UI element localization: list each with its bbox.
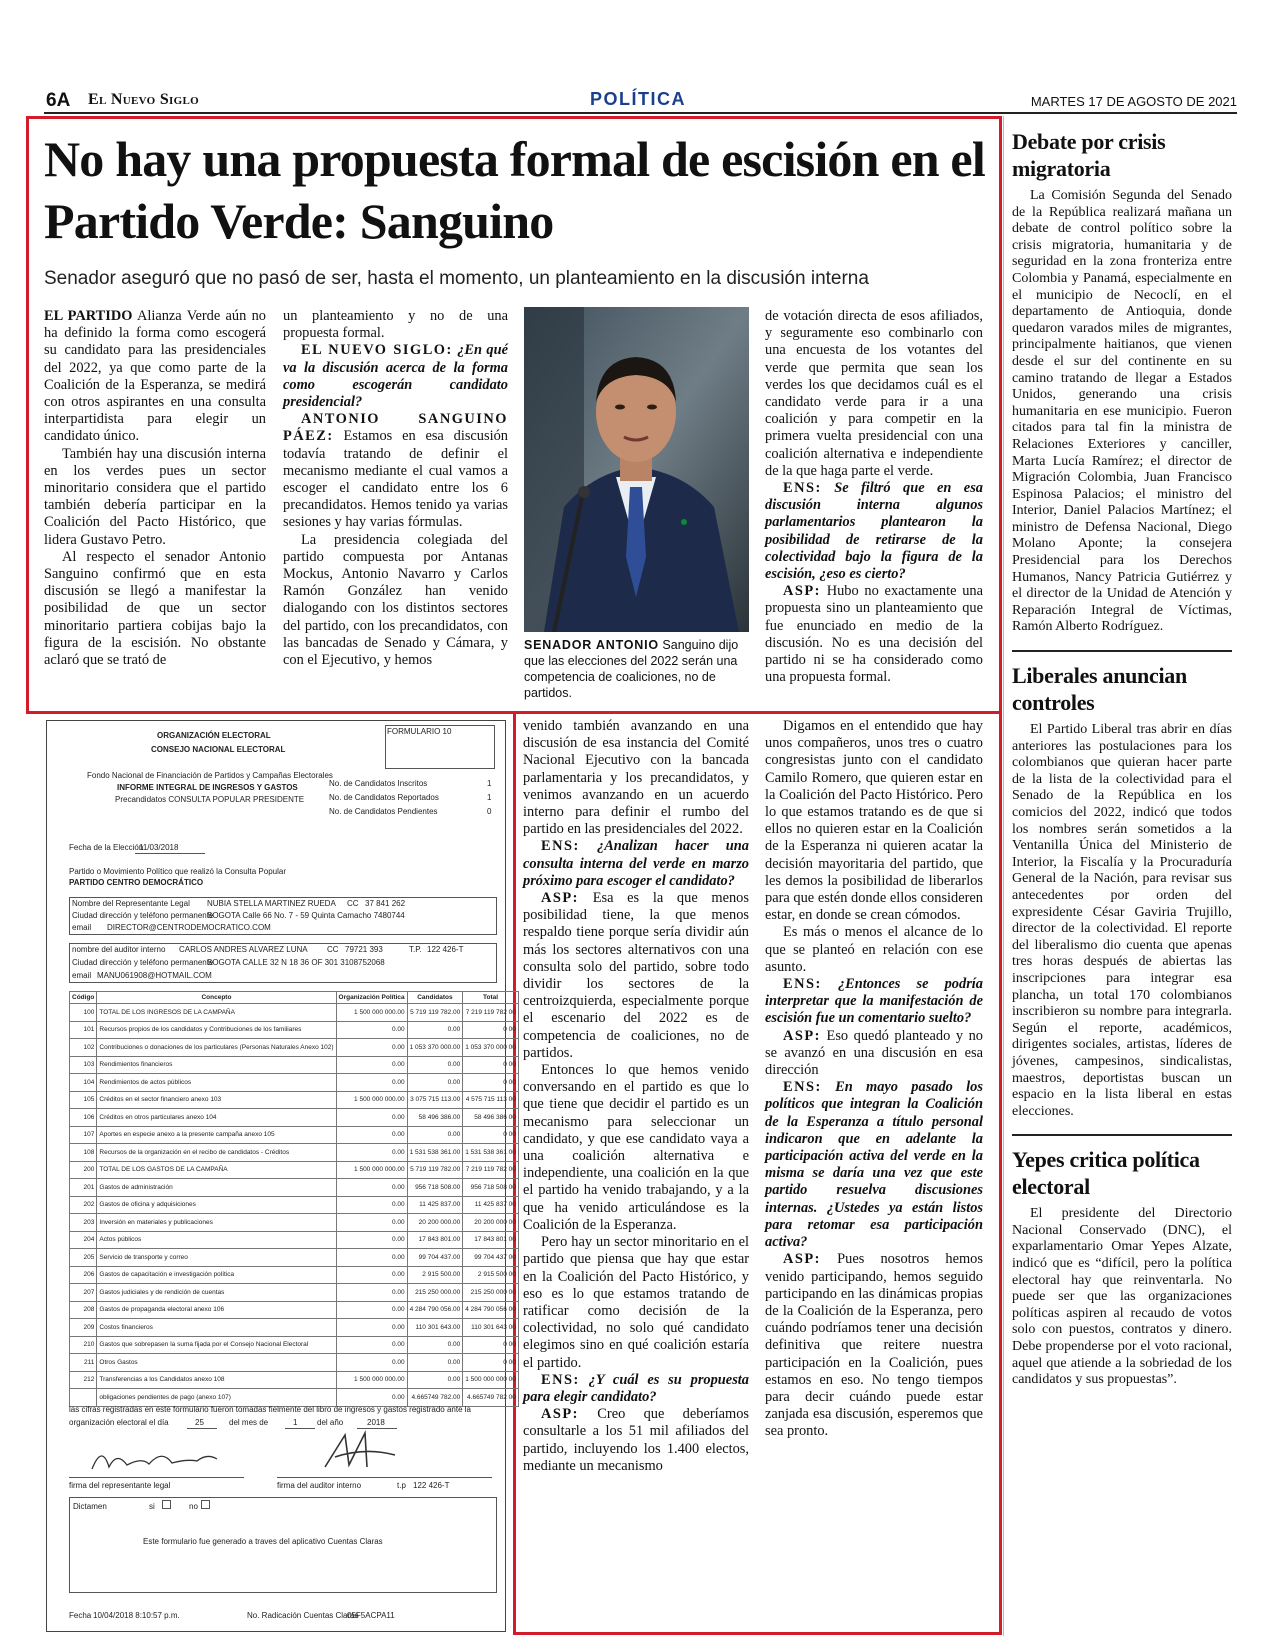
table-row: [70, 1144, 519, 1162]
col-header: Código: [70, 992, 97, 1004]
answer: Creo que deberíamos consultarle a los 51 mil afiliados del partido, incluyendo los 1.400 electos, mediante un mecanismo: [523, 1406, 749, 1474]
table-cell: 211: [70, 1354, 97, 1372]
table-cell: 108: [70, 1144, 97, 1162]
table-row: [70, 1249, 519, 1267]
table-cell: 11 425 837 00: [463, 1196, 519, 1214]
brief-paragraph: El presidente del Directorio Nacional Conservado (DNC), el exparlamentario Omar Yepes Alzate, indicó que es “difícil, pero la política electoral hay que reinventarla. No puede ser que las organizaciones políticas aspiren al recaudo de votos solo con puestos, contratos y dinero. Debe propenderse por el voto racional, aquel que atiende a la sobriedad de los candidatos y sus propuestas”.: [1012, 1206, 1232, 1388]
speaker: ENS:: [541, 838, 580, 855]
table-row: [70, 1039, 519, 1057]
table-cell: 0.00: [336, 1144, 407, 1162]
table-cell: 0 00: [463, 1056, 519, 1074]
pendientes-value: 0: [487, 807, 492, 816]
inscritos-label: No. de Candidatos Inscritos: [329, 779, 428, 788]
table-cell: 20 200 000 00: [463, 1214, 519, 1232]
table-cell: Inversión en materiales y publicaciones: [97, 1214, 336, 1232]
electoral-form-document: [46, 720, 516, 1632]
speaker: ANTONIO SANGUINO PÁEZ:: [283, 411, 508, 445]
paragraph: Alianza Verde aún no ha definido la forma como escogerá su candidato para las presidenciales del 2022, ya que como parte de la Coalición de la Esperanza, se medirá con otros aspirantes en una consulta interpartidista para elegir un candidato único.: [44, 308, 266, 445]
aud-tp: 122 426-T: [427, 945, 464, 954]
paragraph: venido también avanzando en una discusión de esa instancia del Comité Nacional Ejecutivo con la bancada parlamentaria y los precandidatos, y venimos avanzando en un acuerdo interno para definir el rumbo del partido en las presidenciales del 2022.: [523, 718, 749, 838]
table-cell: 1 500 000 000 00: [463, 1371, 519, 1389]
sidebar-briefs: [1012, 128, 1232, 1389]
rule: [277, 1477, 492, 1478]
table-cell: 0.00: [336, 1126, 407, 1144]
radicacion-label: No. Radicación Cuentas Claras: [247, 1611, 359, 1620]
mes-value: 1: [293, 1418, 298, 1427]
table-cell: 17 843 801 00: [463, 1231, 519, 1249]
cifras-text: las cifras registradas en este formulario fueron tomadas fielmente del libro de ingresos y gastos registrado ante la: [69, 1405, 471, 1414]
table-cell: 0.00: [336, 1284, 407, 1302]
header-rule: [44, 112, 1237, 114]
si-checkbox: [162, 1500, 171, 1509]
table-cell: 7 219 119 782 00: [463, 1004, 519, 1022]
aud-address: BOGOTA CALLE 32 N 18 36 OF 301 3108752068: [207, 958, 385, 967]
newspaper-name: El Nuevo Siglo: [88, 91, 199, 108]
paragraph: Es más o menos el alcance de lo que se planteó en relación con ese asunto.: [765, 924, 983, 975]
table-cell: 3 075 715 113.00: [407, 1091, 463, 1109]
brief-paragraph: La Comisión Segunda del Senado de la República realizará mañana un debate de control político sobre la crisis migratoria, humanitaria y de seguridad en la zona fronteriza entre Colombia y Panamá, especialmente en el municipio de Necoclí, en el departamento de Antioquia, donde quedaron varados miles de migrantes, principalmente haitianos, que vienen desde el sur del continente en su camino tratando de llegar a Estados Unidos, generando una crisis humanitaria en ese municipio. Fueron citados para tal fin la ministra de Relaciones Exteriores y canciller, Marta Lucía Ramírez; el director de Migración Colombia, Juan Francisco Espinosa Palacios; el ministro del Interior, Daniel Palacios Martínez; el ministro de Defensa Nacional, Diego Molano Aponte; la consejera Presidencial para los Derechos Humanos, Nancy Patricia Gutiérrez y el director de la Unidad de Atención y Reparación Integral de Víctimas, Ramón Alberto Rodríguez.: [1012, 188, 1232, 635]
table-cell: 104: [70, 1074, 97, 1092]
dictamen-label: Dictamen: [73, 1502, 107, 1511]
email-label: email: [72, 923, 92, 932]
table-row: [70, 1284, 519, 1302]
table-cell: 0.00: [336, 1056, 407, 1074]
rule: [285, 1428, 315, 1429]
table-cell: TOTAL DE LOS GASTOS DE LA CAMPAÑA: [97, 1161, 336, 1179]
paragraph: También hay una discusión interna en los verdes pues un sector minoritario considera que el partido también debería participar en la Coalición del Pacto Histórico, que lidera Gustavo Petro.: [44, 445, 266, 548]
table-cell: 0.00: [336, 1354, 407, 1372]
table-cell: 11 425 837.00: [407, 1196, 463, 1214]
table-cell: 1 500 000 000.00: [336, 1161, 407, 1179]
table-cell: 1 053 370 000.00: [407, 1039, 463, 1057]
table-cell: 0.00: [407, 1126, 463, 1144]
table-row: [70, 1056, 519, 1074]
tp-small-label: t.p: [397, 1481, 406, 1490]
form-informe: INFORME INTEGRAL DE INGRESOS Y GASTOS: [117, 783, 298, 792]
table-cell: Contribuciones o donaciones de los particulares (Personas Naturales Anexo 102): [97, 1039, 336, 1057]
firma-aud-label: firma del auditor interno: [277, 1481, 362, 1490]
table-cell: 5 719 119 782.00: [407, 1004, 463, 1022]
speaker: ENS:: [783, 976, 822, 993]
question: Se filtró que en esa discusión interna algunos parlamentarios plantearon la posibilidad de retirarse de la colectividad bajo la figura de la escisión, ¿eso es cierto?: [765, 480, 983, 583]
rep-name: NUBIA STELLA MARTINEZ RUEDA: [207, 899, 336, 908]
finance-table-body: [70, 1004, 519, 1407]
table-cell: 208: [70, 1301, 97, 1319]
col-header: Candidatos: [407, 992, 463, 1004]
table-cell: 1 531 538 361.00: [407, 1144, 463, 1162]
table-row: [70, 1301, 519, 1319]
fecha2-label: Fecha: [69, 1611, 92, 1620]
table-row: [70, 1266, 519, 1284]
table-cell: 0.00: [336, 1389, 407, 1407]
table-cell: 107: [70, 1126, 97, 1144]
table-cell: 103: [70, 1056, 97, 1074]
table-cell: 0 00: [463, 1021, 519, 1039]
table-cell: Créditos en otros particulares anexo 104: [97, 1109, 336, 1127]
table-cell: 1 500 000 000.00: [336, 1004, 407, 1022]
senator-photo-illustration: [524, 307, 749, 632]
paragraph: La presidencia colegiada del partido compuesta por Antanas Mockus, Antonio Navarro y Carlos Ramón González han venido dialogando con los distintos sectores del partido, con los precandidatos, con las bancadas de Senado y Cámara, y con el Ejecutivo, y hemos: [283, 531, 508, 669]
reportados-label: No. de Candidatos Reportados: [329, 793, 439, 802]
aud-name: CARLOS ANDRES ALVAREZ LUNA: [179, 945, 308, 954]
table-cell: 58 496 386 00: [463, 1109, 519, 1127]
table-cell: 4.665749 782 00: [463, 1389, 519, 1407]
rep-address: BOGOTA Calle 66 No. 7 - 59 Quinta Camacho 7480744: [207, 911, 405, 920]
paragraph: Digamos en el entendido que hay unos compañeros, unos tres o cuatro congresistas junto con el candidato Camilo Romero, que quieren estar en la Coalición del Pacto Histórico. Pero lo que estamos tratando es de que si ellos no quieren estar en la Coalición de la Esperanza ni quieren acatar la decisión mayoritaria del partido, que les demos la posibilidad de liberarlos para que estén donde ellos consideren estar, en donde se crean cómodos.: [765, 718, 983, 924]
table-row: [70, 1354, 519, 1372]
speaker: ASP:: [541, 890, 579, 907]
dia-value: 25: [195, 1418, 204, 1427]
aud-email: MANU061908@HOTMAIL.COM: [97, 971, 212, 980]
paragraph: Pero hay un sector minoritario en el partido que piensa que hay que estar en la Coalición del Pacto Histórico, y eso es lo que estamos tratando de ratificar como decisión de la colectividad, no solo qué candidato elegimos sino en qué coalición estaría el partido.: [523, 1234, 749, 1371]
aud-ciudad-label: Ciudad dirección y teléfono permanente: [72, 958, 214, 967]
table-cell: 956 718 508 00: [463, 1179, 519, 1197]
table-cell: 1 053 370 000 00: [463, 1039, 519, 1057]
ano-value: 2018: [367, 1418, 385, 1427]
table-cell: 0.00: [336, 1319, 407, 1337]
lead-word: EL PARTIDO: [44, 308, 133, 324]
finance-table: [69, 991, 519, 1407]
rule: [69, 1477, 244, 1478]
rule: [135, 853, 205, 854]
table-cell: 0 00: [463, 1126, 519, 1144]
brief-body: [1012, 188, 1232, 636]
table-cell: Créditos en el sector financiero anexo 103: [97, 1091, 336, 1109]
form-cne: CONSEJO NACIONAL ELECTORAL: [151, 745, 286, 754]
article-column-1: [44, 308, 266, 669]
table-cell: 203: [70, 1214, 97, 1232]
table-cell: 212: [70, 1371, 97, 1389]
table-cell: 2 915 500 00: [463, 1266, 519, 1284]
form-org: ORGANIZACIÓN ELECTORAL: [157, 731, 271, 740]
partido-value: PARTIDO CENTRO DEMOCRÁTICO: [69, 878, 204, 887]
table-cell: Transferencias a los Candidatos anexo 108: [97, 1371, 336, 1389]
si-label: si: [149, 1502, 155, 1511]
page-number: 6A: [46, 90, 71, 111]
org-elect-text: organización electoral el día: [69, 1418, 169, 1427]
article-subtitle: Senador aseguró que no pasó de ser, hasta el momento, un planteamiento en la discusión interna: [44, 268, 869, 289]
table-cell: 204: [70, 1231, 97, 1249]
speaker: ASP:: [541, 1406, 579, 1423]
table-cell: 0.00: [336, 1021, 407, 1039]
speaker: ENS:: [541, 1371, 580, 1388]
table-cell: Recursos de la organización en el recibo de candidatos - Créditos: [97, 1144, 336, 1162]
form-precand: Precandidatos CONSULTA POPULAR PRESIDENTE: [115, 795, 305, 804]
table-cell: 4.665749 782.00: [407, 1389, 463, 1407]
del-mes-label: del mes de: [229, 1418, 269, 1427]
table-cell: 0.00: [407, 1056, 463, 1074]
table-cell: 956 718 508.00: [407, 1179, 463, 1197]
table-row: [70, 1161, 519, 1179]
table-cell: 0.00: [336, 1266, 407, 1284]
table-cell: Rendimientos financieros: [97, 1056, 336, 1074]
paragraph: de votación directa de esos afiliados, y seguramente eso combinarlo con una encuesta de los votantes del verde que permita que sean los verdes los que decidamos cuál es el candidato verde para ir a una coalición y para competir en la primera vuelta presidencial con una coalición alternativa e independiente de la que haga parte el verde.: [765, 308, 983, 479]
table-cell: Gastos de oficina y adquisiciones: [97, 1196, 336, 1214]
col-header: Total: [463, 992, 519, 1004]
rep-label: Nombre del Representante Legal: [72, 899, 190, 908]
table-cell: obligaciones pendientes de pago (anexo 107): [97, 1389, 336, 1407]
table-cell: 215 250 000 00: [463, 1284, 519, 1302]
partido-label: Partido o Movimiento Político que realizó la Consulta Popular: [69, 867, 287, 876]
answer: Estamos en esa discusión todavía tratando de definir el mecanismo mediante el cual vamos a escoger el candidato entre los 6 precandidatos. Hemos tenido ya varias sesiones y hay varias fórmulas.: [283, 428, 508, 531]
table-cell: 215 250 000.00: [407, 1284, 463, 1302]
brief-body: [1012, 722, 1232, 1120]
table-cell: 1 531 538 361 00: [463, 1144, 519, 1162]
table-cell: 201: [70, 1179, 97, 1197]
paragraph: un planteamiento y no de una propuesta formal.: [283, 308, 508, 342]
table-cell: Rendimientos de actos públicos: [97, 1074, 336, 1092]
table-cell: 207: [70, 1284, 97, 1302]
table-cell: Servicio de transporte y correo: [97, 1249, 336, 1267]
sidebar-divider: [1003, 116, 1004, 1636]
table-cell: 0.00: [407, 1336, 463, 1354]
table-row: [70, 1091, 519, 1109]
col-header: Organización Política: [336, 992, 407, 1004]
table-row: [70, 1214, 519, 1232]
table-cell: 210: [70, 1336, 97, 1354]
aud-cc: 79721 393: [345, 945, 383, 954]
table-cell: Aportes en especie anexo a la presente campaña anexo 105: [97, 1126, 336, 1144]
issue-date: MARTES 17 DE AGOSTO DE 2021: [1030, 94, 1237, 109]
caption-text: Sanguino dijo que las elecciones del 2022 serán una competencia de coaliciones, no de partidos.: [524, 638, 739, 700]
table-row: [70, 1074, 519, 1092]
table-cell: 106: [70, 1109, 97, 1127]
article-column-3-bottom: [523, 718, 749, 1475]
tp-label: T.P.: [409, 945, 422, 954]
table-cell: 202: [70, 1196, 97, 1214]
table-cell: 0.00: [336, 1196, 407, 1214]
table-cell: 0.00: [336, 1336, 407, 1354]
speaker: ENS:: [783, 1079, 822, 1096]
form-fondo: Fondo Nacional de Financiación de Partidos y Campañas Electorales: [87, 771, 333, 780]
pendientes-label: No. de Candidatos Pendientes: [329, 807, 438, 816]
no-label: no: [189, 1502, 198, 1511]
table-cell: 206: [70, 1266, 97, 1284]
table-row: [70, 1126, 519, 1144]
ciudad-label: Ciudad dirección y teléfono permanente: [72, 911, 214, 920]
table-header-row: [70, 992, 519, 1004]
aud-cc-label: CC: [327, 945, 339, 954]
table-row: [70, 1109, 519, 1127]
table-row: [70, 1371, 519, 1389]
speaker: EL NUEVO SIGLO:: [301, 342, 453, 359]
table-cell: 0.00: [407, 1354, 463, 1372]
answer: Hubo no exactamente una propuesta sino un planteamiento que fue enunciado en medio de la discusión. No es una decisión del partido ni se ha considerado como una propuesta formal.: [765, 583, 983, 686]
table-cell: 101: [70, 1021, 97, 1039]
table-row: [70, 1179, 519, 1197]
article-column-4: [765, 308, 983, 686]
question: ¿Analizan hacer una consulta interna del verde en marzo próximo para escoger el candidato?: [523, 838, 749, 889]
caption-lead: SENADOR ANTONIO: [524, 638, 659, 652]
table-cell: 0.00: [407, 1021, 463, 1039]
table-cell: 110 301 643 00: [463, 1319, 519, 1337]
table-cell: 0 00: [463, 1336, 519, 1354]
table-cell: 0.00: [407, 1371, 463, 1389]
table-cell: 200: [70, 1161, 97, 1179]
table-cell: Gastos de propaganda electoral anexo 106: [97, 1301, 336, 1319]
brief-title: Yepes critica política electoral: [1012, 1147, 1200, 1200]
speaker: ASP:: [783, 1251, 821, 1268]
table-cell: TOTAL DE LOS INGRESOS DE LA CAMPAÑA: [97, 1004, 336, 1022]
table-cell: Gastos que sobrepasen la suma fijada por el Consejo Nacional Electoral: [97, 1336, 336, 1354]
table-cell: 58 496 386.00: [407, 1109, 463, 1127]
article-title: No hay una propuesta formal de escisión en el Partido Verde: Sanguino: [44, 131, 985, 249]
table-cell: Gastos de capacitación e investigación política: [97, 1266, 336, 1284]
form-number: FORMULARIO 10: [387, 727, 452, 736]
question: En mayo pasado los políticos que integran la Coalición de la Esperanza a título personal indicaron que en adelante la participación activa del verde en la misma se daría una vez que este partido resuelva discusiones internas. ¿Ustedes ya están listos para retomar esa participación activa?: [765, 1079, 983, 1251]
table-cell: 209: [70, 1319, 97, 1337]
rep-cc: 37 841 262: [365, 899, 406, 908]
table-row: [70, 1004, 519, 1022]
question: ¿Y cuál es su propuesta para elegir candidato?: [523, 1371, 749, 1405]
rule: [187, 1428, 217, 1429]
paragraph: Entonces lo que hemos venido conversando en el partido es que lo que tiene que decidir el partido es un mecanismo para seleccionar un candidato, y que ese candidato vaya a una coalición alternativa e independiente, una coalición en la que el partido ha venido trabajando, y a la que ha venido articulándose es la Coalición de la Esperanza.: [523, 1062, 749, 1233]
table-cell: 100: [70, 1004, 97, 1022]
table-cell: 1 500 000 000.00: [336, 1371, 407, 1389]
reportados-value: 1: [487, 793, 492, 802]
photo-caption: [524, 637, 749, 701]
aud-label: nombre del auditor interno: [72, 945, 166, 954]
table-row: [70, 1021, 519, 1039]
question: ¿En qué va la discusión acerca de la forma como escogerán candidato presidencial?: [283, 342, 508, 411]
rep-email: DIRECTOR@CENTRODEMOCRATICO.COM: [107, 923, 271, 932]
answer: Eso quedó planteado y no se avanzó en una discusión en esa dirección: [765, 1027, 983, 1079]
fecha-label: Fecha de la Elección: [69, 843, 144, 852]
speaker: ASP:: [783, 1027, 821, 1044]
form-number-box: [385, 725, 495, 769]
table-cell: 7 219 119 782 00: [463, 1161, 519, 1179]
brief-paragraph: El Partido Liberal tras abrir en días anteriores las postulaciones para los colombianos que quieran hacer parte de la lista de la colectividad para el Senado de la República en los comicios del 2022, indicó que todos los nombres serán sometidos a la Ventanilla Única del Ministerio de Interior, la Fiscalía y la Procuraduría General de la Nación, para revisar sus antecedentes por orden del expresidente César Gaviria Trujillo, director de la colectividad. El reporte del liberalismo dio cuenta que apenas tres horas después de abiertas las inscripciones para integrar esa plancha, un total 170 colombianos inscribieron su nombre para integrarla. Según el reporte, académicos, dirigentes sociales, artistas, líderes de jóvenes, campesinos, sindicalistas, maestros, deportistas buscan un espacio en la lista liberal en estas elecciones.: [1012, 722, 1232, 1119]
article-column-4-bottom: [765, 718, 983, 1441]
question: ¿Entonces se podría interpretar que la manifestación de escisión fue un comentario suelto?: [765, 976, 983, 1027]
table-cell: Costos financieros: [97, 1319, 336, 1337]
senator-photo: [524, 307, 749, 632]
tp-small-value: 122 426-T: [413, 1481, 450, 1490]
answer: Pues nosotros hemos venido participando, hemos seguido participando en las dinámicas propias de la Coalición de la Esperanza, pero cuándo podríamos tener una decisión definitiva que reitere nuestra participación en la Coalición, pues estamos en eso. No tengo tiempos para decir cuándo puede estar zanjada esa discusión, esperemos que sea pronto.: [765, 1251, 983, 1440]
inscritos-value: 1: [487, 779, 492, 788]
table-cell: 17 843 801.00: [407, 1231, 463, 1249]
table-row: [70, 1231, 519, 1249]
cc-label: CC: [347, 899, 359, 908]
table-cell: 0.00: [336, 1109, 407, 1127]
brief-title: Debate por crisis migratoria: [1012, 129, 1166, 181]
table-cell: 0.00: [407, 1074, 463, 1092]
table-cell: 0.00: [336, 1301, 407, 1319]
table-cell: 4 575 715 113 00: [463, 1091, 519, 1109]
table-cell: 205: [70, 1249, 97, 1267]
table-cell: 110 301 643.00: [407, 1319, 463, 1337]
radicacion-value: 05F5ACPA11: [347, 1611, 395, 1620]
table-row: [70, 1336, 519, 1354]
paragraph: Al respecto el senador Antonio Sanguino confirmó que en esta discusión se llegó a manifestar la posibilidad de que un sector minoritario partiera cobijas bajo la figura de la escisión. No obstante aclaró que se trató de: [44, 548, 266, 669]
speaker: ASP:: [783, 583, 821, 600]
table-cell: 20 200 000.00: [407, 1214, 463, 1232]
table-cell: 102: [70, 1039, 97, 1057]
table-cell: 4 284 790 056 00: [463, 1301, 519, 1319]
table-cell: 99 704 437 00: [463, 1249, 519, 1267]
table-cell: 0.00: [336, 1214, 407, 1232]
brief-separator: [1012, 650, 1232, 652]
brief-body: [1012, 1206, 1232, 1389]
table-cell: 1 500 000 000.00: [336, 1091, 407, 1109]
table-cell: 0.00: [336, 1249, 407, 1267]
table-row: [70, 1389, 519, 1407]
del-ano-label: del año: [317, 1418, 344, 1427]
answer: Esa es la que menos posibilidad tiene, la que menos respaldo tiene porque sería dividir aún más los sectores alternativos con una consulta solo del partido, sobre todo dividir los sectores de la centroizquierda, especialmente porque el escenario del 2022 es de competencia de coaliciones, no de partidos.: [523, 890, 749, 1061]
table-cell: 0.00: [336, 1231, 407, 1249]
generado-text: Este formulario fue generado a traves del aplicativo Cuentas Claras: [143, 1537, 383, 1546]
table-cell: Gastos judiciales y de rendición de cuentas: [97, 1284, 336, 1302]
fecha2-value: 10/04/2018 8:10:57 p.m.: [93, 1611, 180, 1620]
table-cell: 105: [70, 1091, 97, 1109]
brief-separator: [1012, 1134, 1232, 1136]
firma-rep-label: firma del representante legal: [69, 1481, 171, 1490]
table-cell: 99 704 437.00: [407, 1249, 463, 1267]
table-row: [70, 1196, 519, 1214]
section-name: POLÍTICA: [590, 89, 686, 109]
table-cell: 2 915 500.00: [407, 1266, 463, 1284]
table-cell: Otros Gastos: [97, 1354, 336, 1372]
representative-signature: [87, 1439, 227, 1479]
table-cell: Gastos de administración: [97, 1179, 336, 1197]
no-checkbox: [201, 1500, 210, 1509]
fecha-value: 11/03/2018: [139, 843, 179, 852]
table-cell: 0.00: [336, 1074, 407, 1092]
table-row: [70, 1319, 519, 1337]
table-cell: 0 00: [463, 1354, 519, 1372]
aud-email-label: email: [72, 971, 92, 980]
auditor-signature: [315, 1427, 405, 1477]
table-cell: 0 00: [463, 1074, 519, 1092]
table-cell: 4 284 790 056.00: [407, 1301, 463, 1319]
col-header: Concepto: [97, 992, 336, 1004]
table-cell: [70, 1389, 97, 1407]
table-cell: 0.00: [336, 1039, 407, 1057]
article-column-2: [283, 308, 508, 669]
speaker: ENS:: [783, 480, 822, 497]
table-cell: Recursos propios de los candidatos y Contribuciones de los familiares: [97, 1021, 336, 1039]
table-cell: 0.00: [336, 1179, 407, 1197]
table-cell: Actos públicos: [97, 1231, 336, 1249]
table-cell: 5 719 119 782.00: [407, 1161, 463, 1179]
brief-title: Liberales anuncian controles: [1012, 663, 1187, 716]
